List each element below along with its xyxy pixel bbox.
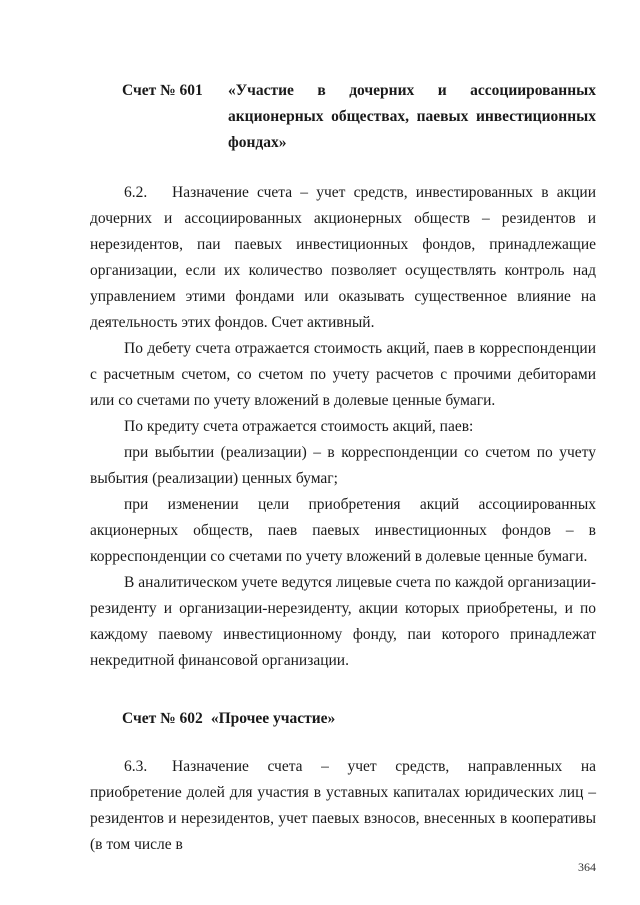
section-6-2-credit-disposal: при выбытии (реализации) – в корреспонденции со счетом по учету выбытия (реализации) ценных бумаг;: [90, 444, 596, 487]
account-601-heading: [122, 78, 596, 156]
account-602-title: «Прочее участие»: [210, 710, 336, 727]
section-6-2-credit-change: при изменении цели приобретения акций ассоциированных акционерных обществ, паев паевых инвестиционных фондов – в корреспонденции со счетами по учету вложений в долевые ценные бумаги.: [90, 496, 596, 565]
section-6-2-debit: По дебету счета отражается стоимость акций, паев в корреспонденции с расчетным счетом, со счетом по учету расчетов с прочими дебиторами или со счетами по учету вложений в долевые ценные бумаги.: [90, 340, 596, 409]
account-601-title: «Участие в дочерних и ассоциированных акционерных обществах, паевых инвестиционных фондах»: [228, 82, 596, 151]
section-6-2-purpose: [90, 180, 596, 336]
account-601-label: Счет № 601: [122, 82, 203, 99]
section-6-2-analytics: В аналитическом учете ведутся лицевые счета по каждой организации-резиденту и организации-нерезиденту, акции которых приобретены, и по каждому паевому инвестиционному фонду, паи которого принадлежат некредитной финансовой организации.: [90, 574, 596, 669]
section-6-2-purpose-text: Назначение счета – учет средств, инвестированных в акции дочерних и ассоциированных акционерных обществ – резидентов и нерезидентов, паи паевых инвестиционных фондов, принадлежащие организации, если их количество позволяет осуществлять контроль над управлением этими фондами или оказывать существенное влияние на деятельность этих фондов. Счет активный.: [90, 184, 596, 331]
section-6-2-credit-intro: По кредиту счета отражается стоимость акций, паев:: [124, 418, 474, 435]
page-number: 364: [578, 860, 596, 874]
section-6-3-purpose: [90, 754, 596, 858]
section-6-2-number: 6.2.: [124, 184, 148, 201]
account-602-label: Счет № 602: [122, 710, 203, 727]
account-602-heading: [122, 706, 335, 732]
section-6-3-purpose-text: Назначение счета – учет средств, направленных на приобретение долей для участия в уставных капиталах юридических лиц – резидентов и нерезидентов, учет паевых взносов, внесенных в кооперативы (в том числе в: [90, 758, 596, 853]
section-6-3-number: 6.3.: [124, 758, 148, 775]
